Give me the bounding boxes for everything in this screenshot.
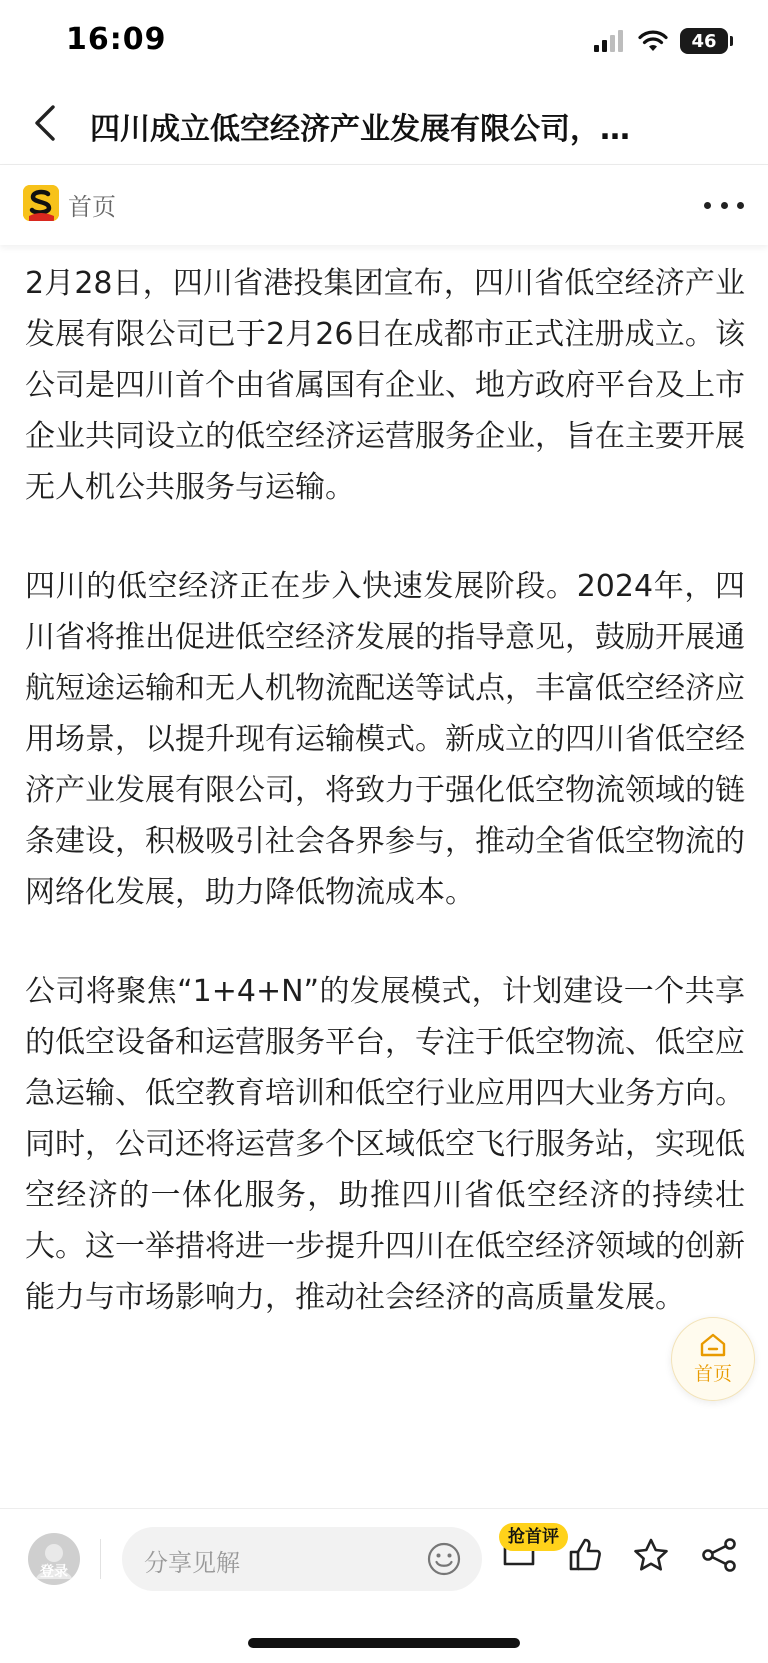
more-dot-icon [721, 202, 728, 209]
more-options-button[interactable] [704, 187, 744, 223]
more-dot-icon [704, 202, 711, 209]
article-paragraph: 2月28日，四川省港投集团宣布，四川省低空经济产业发展有限公司已于2月26日在成都市正式注册成立。该公司是四川首个由省属国有企业、地方政府平台及上市企业共同设立的低空经济运营服务企业，旨在主要开展无人机公共服务与运输。 [25, 266, 745, 505]
floating-home-label: 首页 [693, 1362, 732, 1385]
emoji-icon[interactable] [426, 1541, 462, 1577]
thumbs-up-icon[interactable] [567, 1537, 603, 1573]
comment-input[interactable] [122, 1527, 482, 1591]
wifi-icon [638, 30, 668, 52]
battery-level: 46 [691, 30, 717, 52]
divider [100, 1539, 101, 1579]
cellular-signal-icon [594, 30, 626, 52]
article-paragraph: 四川的低空经济正在步入快速发展阶段。2024年，四川省将推出促进低空经济发展的指导意见，鼓励开展通航短途运输和无人机物流配送等试点，丰富低空经济应用场景，以提升现有运输模式。新成立的四川省低空经济产业发展有限公司，将致力于强化低空物流领域的链条建设，积极吸引社会各界参与，推动全省低空物流的网络化发展，助力降低物流成本。 [25, 569, 745, 910]
more-dot-icon [737, 202, 744, 209]
bottom-action-bar [0, 1508, 768, 1609]
article-paragraph: 公司将聚焦“1+4+N”的发展模式，计划建设一个共享的低空设备和运营服务平台，专注于低空物流、低空应急运输、低空教育培训和低空行业应用四大业务方向。同时，公司还将运营多个区域低空飞行服务站，实现低空经济的一体化服务，助推四川省低空经济的持续壮大。这一举措将进一步提升四川在低空经济领域的创新能力与市场影响力，推动社会经济的高质量发展。 [25, 974, 745, 1315]
share-icon[interactable] [700, 1537, 738, 1573]
source-bar [0, 165, 768, 245]
nav-bar [0, 84, 768, 165]
login-label: 登录 [40, 1564, 68, 1580]
article-body [25, 258, 745, 1371]
app-logo-icon[interactable] [23, 185, 59, 221]
back-button[interactable] [20, 98, 70, 148]
chevron-left-icon [33, 104, 57, 142]
first-comment-badge[interactable]: 抢首评 [499, 1523, 568, 1551]
status-time: 16:09 [66, 22, 167, 57]
battery-indicator [680, 28, 728, 54]
status-icons [594, 28, 728, 54]
page-title: 四川成立低空经济产业发展有限公司，… [90, 112, 630, 147]
home-icon [699, 1333, 727, 1357]
star-icon[interactable] [632, 1537, 670, 1573]
login-avatar[interactable] [28, 1533, 80, 1585]
home-indicator [248, 1638, 520, 1648]
floating-home-button[interactable] [671, 1317, 755, 1401]
source-name[interactable]: 首页 [68, 193, 116, 221]
comment-placeholder: 分享见解 [144, 1549, 240, 1577]
status-bar [0, 0, 768, 84]
